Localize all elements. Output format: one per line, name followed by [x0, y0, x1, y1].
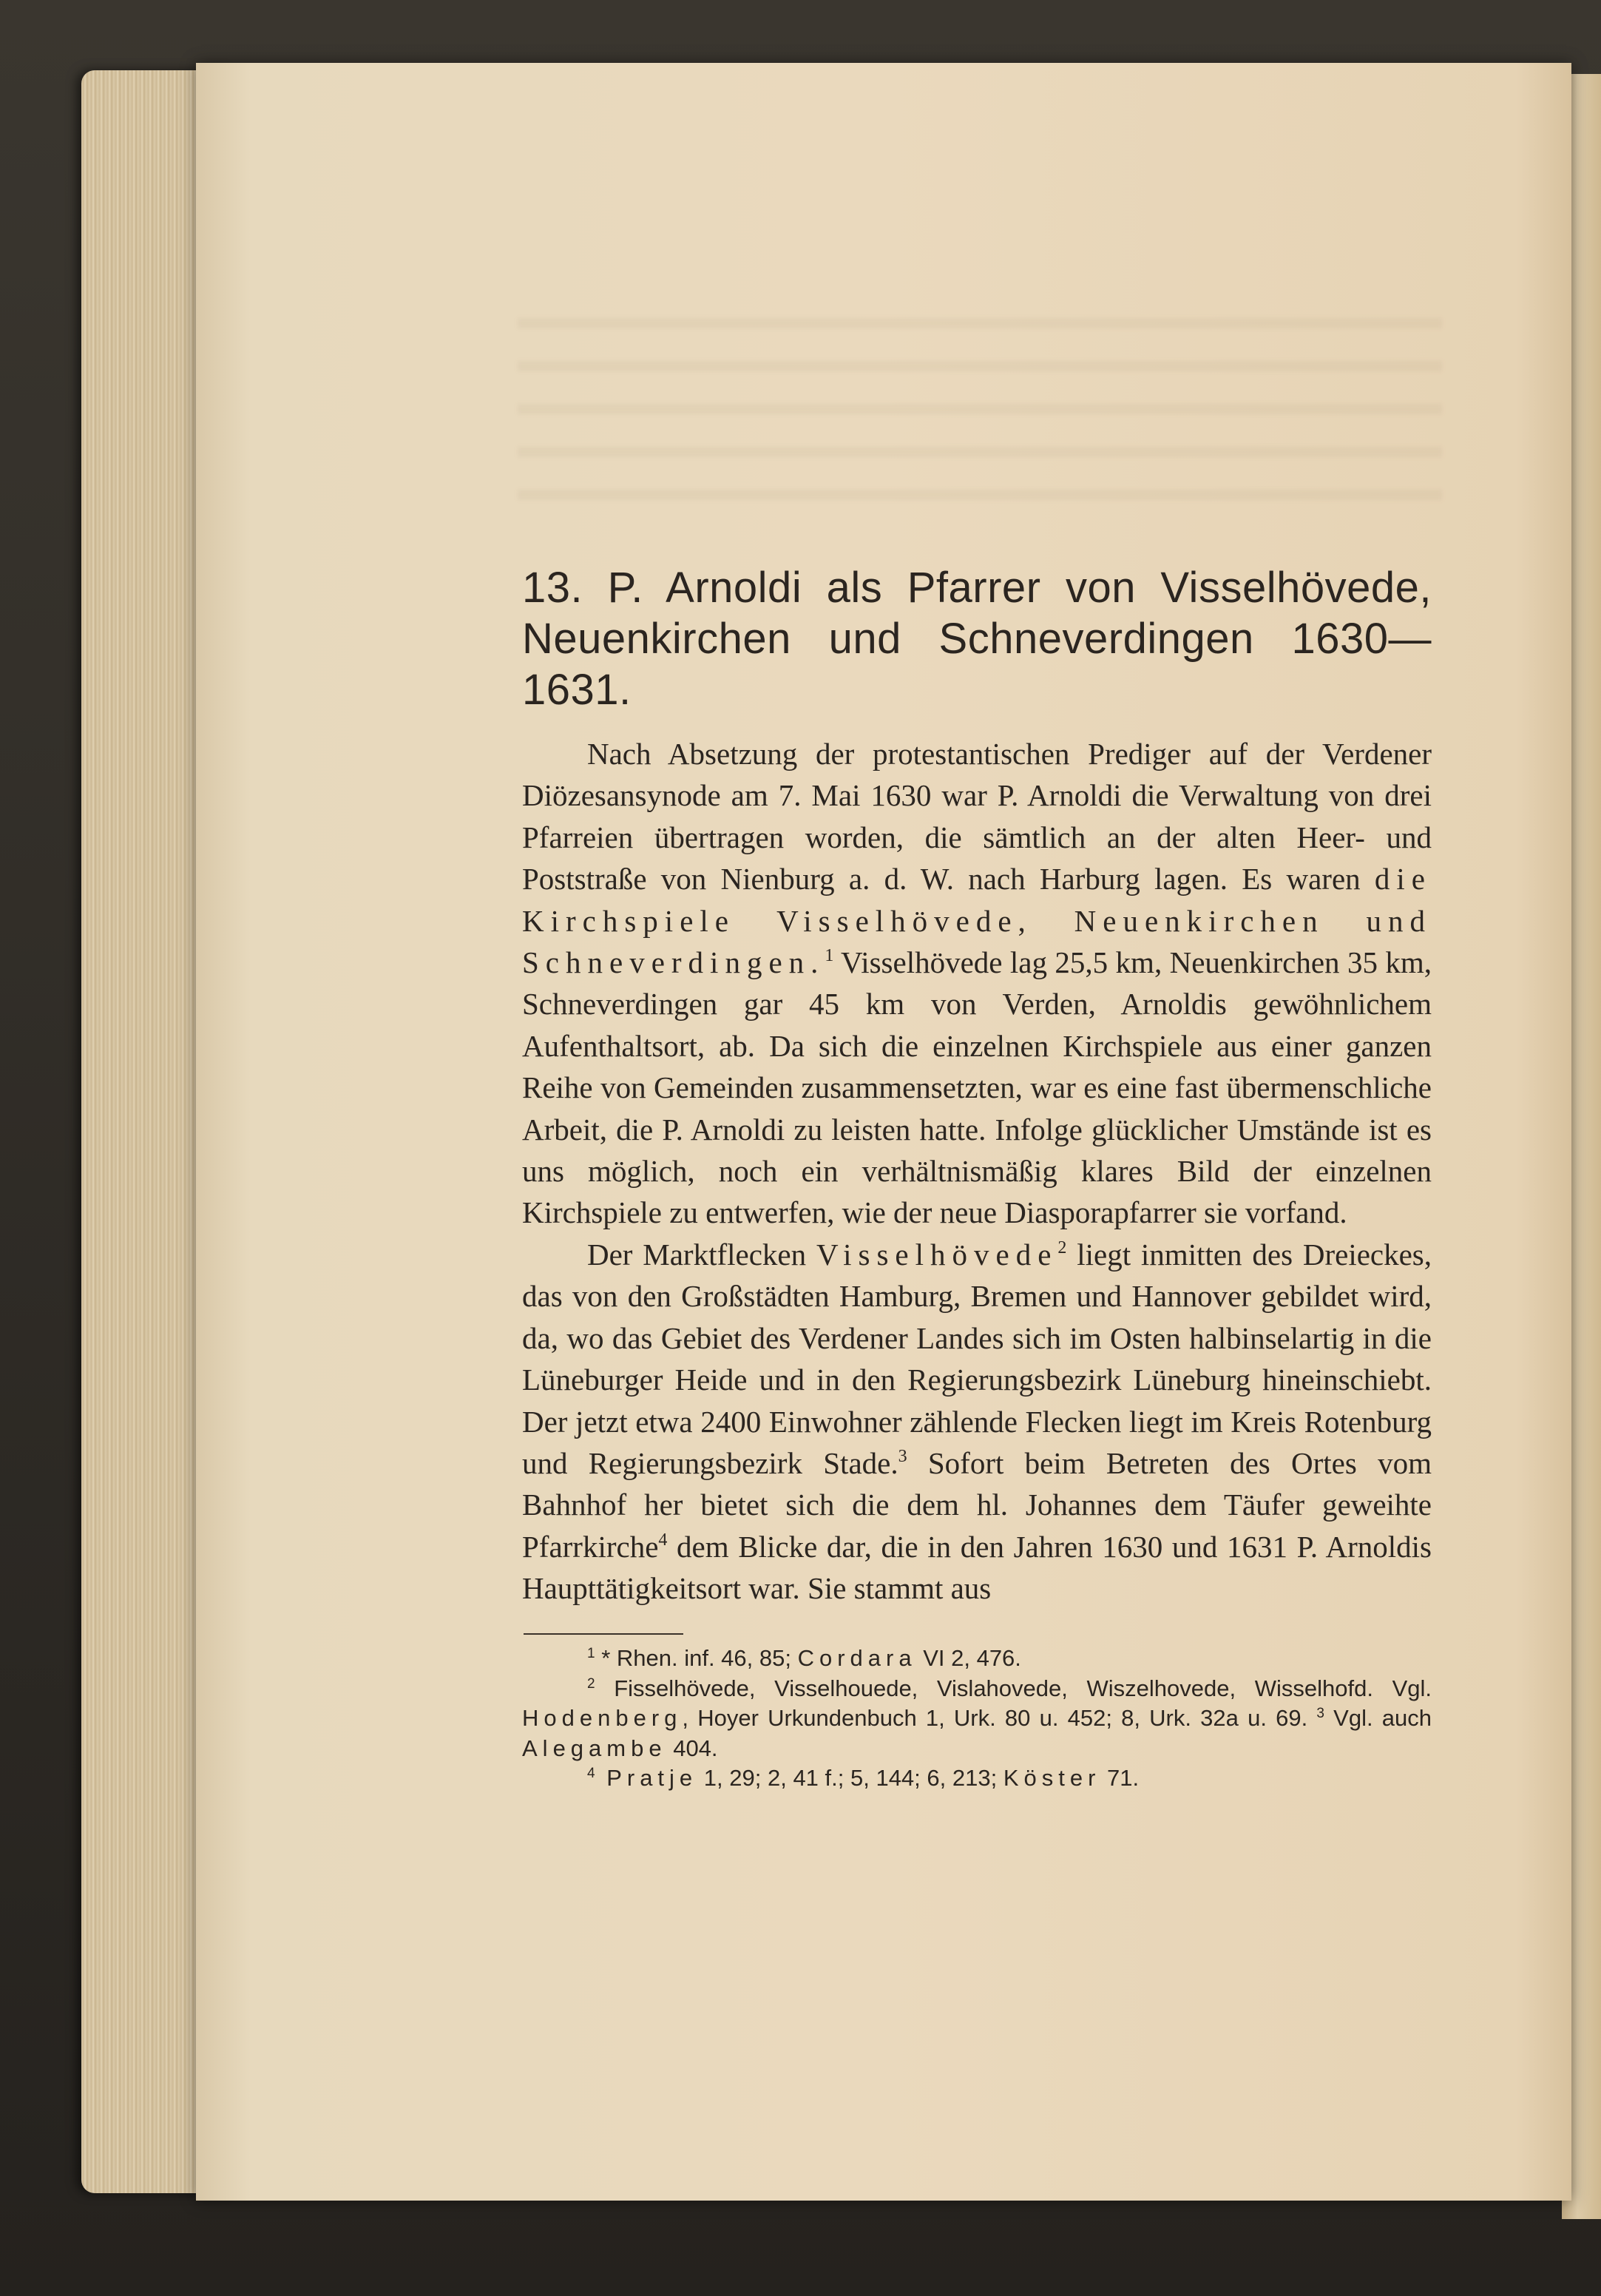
paragraph-2-text-d: dem Blicke dar, die in den Jahren 1630 und 1631 P. Arnoldis Haupttätigkeitsort war. Sie stammt aus	[522, 1529, 1432, 1606]
footnote-4-text-a: 1, 29; 2, 41 f.; 5, 144; 6, 213;	[697, 1765, 1003, 1791]
footnote-2-text-a: Fisselhövede, Visselhouede, Vislahovede, Wiszelhovede, Wisselhofd. Vgl.	[595, 1675, 1432, 1701]
footnote-4	[522, 1763, 1432, 1794]
footnote-3-author: Alegambe	[522, 1735, 667, 1761]
paragraph-2	[522, 1234, 1432, 1610]
footnote-ref-3: 3	[898, 1446, 907, 1466]
footnote-2-text-b: , Hoyer Urkundenbuch 1, Urk. 80 u. 452; 8, Urk. 32a u. 69.	[682, 1705, 1308, 1731]
footnote-4-author-2: Köster	[1003, 1765, 1101, 1791]
paragraph-2-text-b: liegt inmitten des Dreieckes, das von den Großstädten Hamburg, Bremen und Hannover gebildet wird, da, wo das Gebiet des Verdener Landes sich im Osten halbinselartig in die Lüneburger Heide und in den Regierungsbezirk Lüneburg hineinschiebt. Der jetzt etwa 2400 Einwohner zählende Flecken liegt im Kreis Rotenburg und Regierungsbezirk Stade.	[522, 1237, 1432, 1480]
footnote-ref-2: 2	[1057, 1238, 1067, 1257]
footnotes	[522, 1644, 1432, 1794]
footnote-4-text-b: 71.	[1100, 1765, 1140, 1791]
paragraph-2-text-a: Der Marktflecken	[587, 1237, 816, 1272]
paragraph-2-text-c: Sofort beim Betreten des Ortes vom Bahnhof her bietet sich die dem hl. Johannes dem Täufer geweihte Pfarrkirche	[522, 1445, 1432, 1564]
paragraph-2-spaced-text: Visselhövede	[816, 1237, 1058, 1272]
footnote-ref-1: 1	[825, 946, 834, 966]
footnote-2-mark: 2	[587, 1675, 595, 1692]
footnote-1-text-a: * Rhen. inf. 46, 85;	[595, 1645, 798, 1671]
footnote-4-mark: 4	[587, 1766, 595, 1781]
footnote-3-mark: 3	[1316, 1706, 1324, 1721]
footnote-1-author: Cordara	[797, 1645, 917, 1671]
footnote-3-text-b: 404.	[666, 1735, 718, 1761]
show-through	[518, 318, 1442, 533]
paragraph-1-text-b: Visselhövede lag 25,5 km, Neuenkirchen 35 km, Schneverdingen gar 45 km von Verden, Arnoldis gewöhnlichem Aufenthaltsort, ab. Da sich die einzelnen Kirchspiele aus einer ganzen Reihe von Gemeinden zusammensetzten, war es eine fast übermenschliche Arbeit, die P. Arnoldi zu leisten hatte. Infolge glücklicher Umstände ist es uns möglich, noch ein verhältnismäßig klares Bild der einzelnen Kirchspiele zu entwerfen, wie der neue Diasporapfarrer sie vorfand.	[522, 945, 1432, 1230]
chapter-heading-line-2: Neuenkirchen und Schneverdingen 1630—1631.	[522, 615, 1432, 714]
footnote-1-mark: 1	[587, 1646, 595, 1661]
paragraph-1	[522, 733, 1432, 1234]
footnote-rule	[524, 1633, 683, 1635]
main-text-block	[522, 562, 1432, 1610]
footnote-ref-4: 4	[658, 1530, 668, 1550]
footnote-3-text-a: Vgl. auch	[1324, 1705, 1432, 1731]
footnote-4-author-1: Pratje	[595, 1765, 698, 1791]
footnote-2	[522, 1674, 1432, 1764]
paragraph-1-text-a: Nach Absetzung der protestantischen Prediger auf der Verdener Diözesansynode am 7. Mai 1630 war P. Arnoldi die Verwaltung von drei Pfarreien übertragen worden, die sämtlich an der alten Heer- und Poststraße von Nienburg a. d. W. nach Harburg lagen. Es waren	[522, 737, 1432, 897]
footnote-1	[522, 1644, 1432, 1674]
paragraph-1-spaced-text: die Kirchspiele Visselhövede, Neuenkirchen und Schneverdingen.	[522, 862, 1432, 980]
footnote-2-author: Hodenberg	[522, 1705, 683, 1731]
body-text	[522, 733, 1432, 1610]
footnote-1-text-b: VI 2, 476.	[916, 1645, 1021, 1671]
chapter-heading-line-1: 13. P. Arnoldi als Pfarrer von Visselhövede,	[522, 564, 1432, 612]
